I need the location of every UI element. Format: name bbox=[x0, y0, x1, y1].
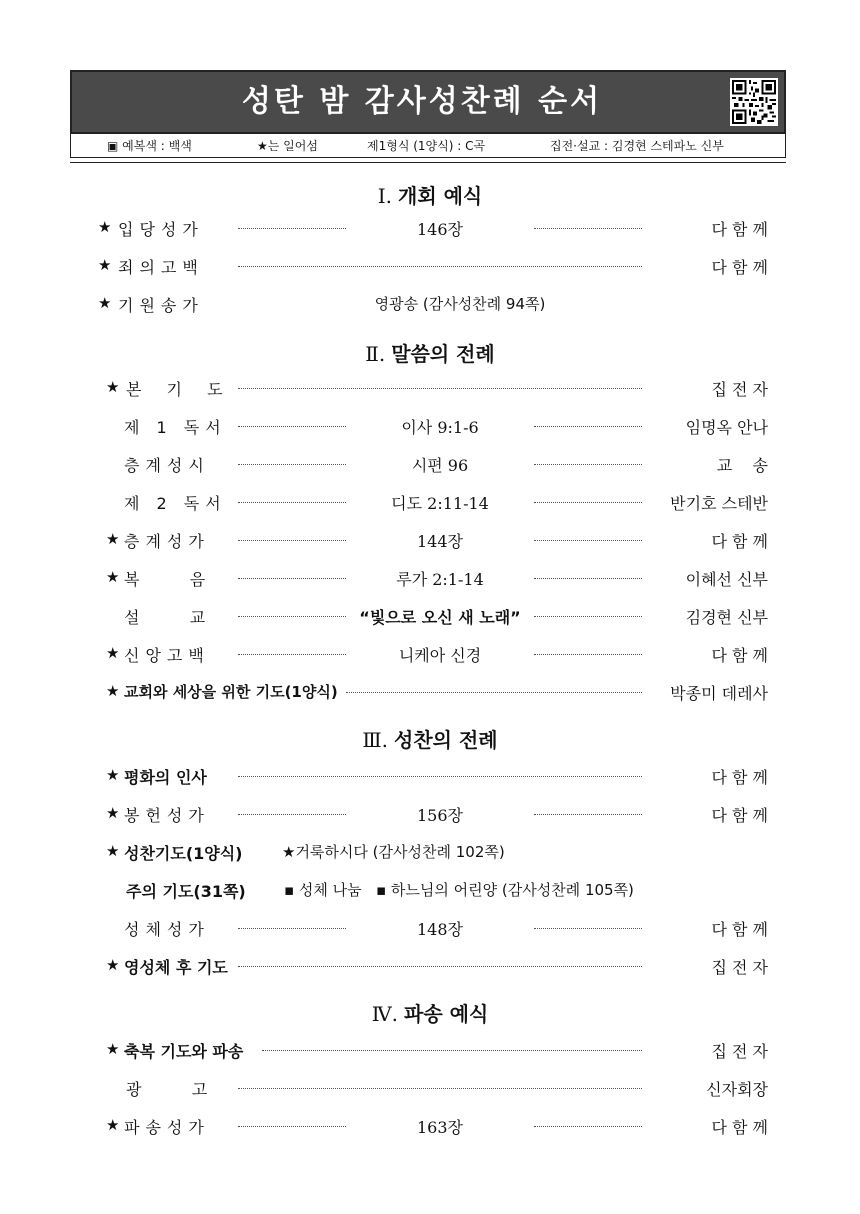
item-label: 복 음 bbox=[124, 570, 212, 589]
list-item bbox=[0, 1112, 860, 1142]
star-icon: ★ bbox=[106, 842, 120, 860]
item-performer: 다 함 께 bbox=[711, 806, 768, 825]
vestment-color: ▣ 예복색 : 백색 bbox=[107, 139, 192, 153]
dotted-leader bbox=[534, 464, 642, 465]
item-detail: 148장 bbox=[417, 920, 463, 939]
star-icon: ★ bbox=[106, 530, 120, 548]
item-performer: 이혜선 신부 bbox=[685, 570, 768, 589]
item-detail: ▪ 성체 나눔 ▪ 하느님의 어린양 (감사성찬례 105쪽) bbox=[284, 881, 634, 899]
dotted-leader bbox=[238, 616, 346, 617]
item-label: 기원송가 bbox=[118, 296, 204, 315]
item-performer: 김경현 신부 bbox=[685, 608, 768, 627]
dotted-leader bbox=[534, 616, 642, 617]
section-title: 말씀의 전례 bbox=[391, 342, 495, 366]
list-item bbox=[0, 450, 860, 480]
section-number: Ⅲ. bbox=[362, 728, 389, 752]
item-label: 죄의고백 bbox=[118, 258, 204, 277]
info-bar bbox=[70, 134, 786, 158]
header-divider bbox=[70, 162, 786, 163]
item-detail: 163장 bbox=[417, 1118, 463, 1137]
dotted-leader bbox=[238, 266, 642, 267]
section-heading-opening bbox=[0, 180, 860, 209]
list-item bbox=[0, 914, 860, 944]
dotted-leader bbox=[534, 928, 642, 929]
item-label: 성찬기도(1양식) bbox=[124, 844, 243, 863]
dotted-leader bbox=[238, 502, 346, 503]
item-detail: 156장 bbox=[417, 806, 463, 825]
dotted-leader bbox=[238, 654, 346, 655]
item-label: 층계성시 bbox=[124, 456, 210, 475]
item-detail: 146장 bbox=[417, 220, 463, 239]
dotted-leader bbox=[534, 578, 642, 579]
section-number: Ⅱ. bbox=[365, 342, 386, 366]
star-icon: ★ bbox=[98, 294, 112, 312]
section-heading-eucharist bbox=[0, 724, 860, 753]
dotted-leader bbox=[238, 1126, 346, 1127]
dotted-leader bbox=[238, 1088, 642, 1089]
dotted-leader bbox=[534, 502, 642, 503]
item-performer: 교 송 bbox=[716, 456, 768, 475]
item-detail: 디도 2:11-14 bbox=[391, 494, 489, 513]
item-label: 파송성가 bbox=[124, 1118, 210, 1137]
dotted-leader bbox=[238, 540, 346, 541]
item-performer: 다 함 께 bbox=[711, 646, 768, 665]
item-detail: 니케아 신경 bbox=[398, 646, 482, 665]
item-label: 설 교 bbox=[124, 608, 212, 627]
dotted-leader bbox=[238, 776, 642, 777]
star-icon: ★ bbox=[106, 956, 120, 974]
list-item bbox=[0, 488, 860, 518]
item-detail: 이사 9:1-6 bbox=[401, 418, 479, 437]
dotted-leader bbox=[238, 578, 346, 579]
item-performer: 임명옥 안나 bbox=[685, 418, 768, 437]
item-performer: 다 함 께 bbox=[711, 220, 768, 239]
item-detail: 시편 96 bbox=[411, 456, 469, 475]
list-item bbox=[0, 1036, 860, 1066]
item-label: 교회와 세상을 위한 기도(1양식) bbox=[124, 683, 338, 701]
item-label: 신앙고백 bbox=[124, 646, 210, 665]
star-icon: ★ bbox=[106, 378, 120, 396]
item-performer: 집 전 자 bbox=[711, 958, 768, 977]
item-performer: 집 전 자 bbox=[711, 1042, 768, 1061]
liturgy-form: 제1형식 (1양식) : C곡 bbox=[367, 139, 486, 153]
item-label: 광 고 bbox=[126, 1080, 214, 1099]
list-item bbox=[0, 800, 860, 830]
list-item bbox=[0, 762, 860, 792]
item-label: 평화의 인사 bbox=[124, 768, 207, 787]
item-detail: 144장 bbox=[417, 532, 463, 551]
item-label: 층계성가 bbox=[124, 532, 210, 551]
section-heading-dismissal bbox=[0, 998, 860, 1027]
section-number: Ⅳ. bbox=[371, 1002, 399, 1026]
dotted-leader bbox=[534, 228, 642, 229]
item-performer: 신자회장 bbox=[706, 1080, 768, 1099]
dotted-leader bbox=[238, 966, 642, 967]
item-label: 입당성가 bbox=[118, 220, 204, 239]
item-performer: 집 전 자 bbox=[711, 380, 768, 399]
list-item bbox=[0, 602, 860, 632]
dotted-leader bbox=[238, 464, 346, 465]
star-icon: ★ bbox=[106, 682, 120, 700]
star-icon: ★ bbox=[106, 644, 120, 662]
star-icon: ★ bbox=[106, 1116, 120, 1134]
list-item bbox=[0, 1074, 860, 1104]
star-icon: ★ bbox=[98, 218, 112, 236]
item-label: 영성체 후 기도 bbox=[124, 958, 228, 977]
section-title: 개회 예식 bbox=[398, 184, 483, 208]
list-item bbox=[0, 290, 860, 320]
item-label: 본 기 도 bbox=[126, 380, 233, 399]
list-item bbox=[0, 640, 860, 670]
header-banner bbox=[70, 70, 786, 134]
dotted-leader bbox=[238, 228, 346, 229]
item-label: 주의 기도(31쪽) bbox=[126, 882, 246, 901]
item-detail: 루가 2:1-14 bbox=[396, 570, 484, 589]
star-icon: ★ bbox=[106, 766, 120, 784]
list-item bbox=[0, 564, 860, 594]
item-label: 제 2 독서 bbox=[124, 494, 227, 513]
item-detail: 영광송 (감사성찬례 94쪽) bbox=[374, 295, 546, 313]
page-title: 성탄 밤 감사성찬례 순서 bbox=[241, 84, 603, 119]
dotted-leader bbox=[534, 654, 642, 655]
dotted-leader bbox=[238, 426, 346, 427]
star-icon: ★ bbox=[106, 568, 120, 586]
section-heading-word bbox=[0, 338, 860, 367]
star-icon: ★ bbox=[106, 804, 120, 822]
list-item bbox=[0, 526, 860, 556]
qr-code-icon[interactable] bbox=[730, 78, 778, 126]
dotted-leader bbox=[534, 814, 642, 815]
section-title: 성찬의 전례 bbox=[394, 728, 498, 752]
star-icon: ★ bbox=[98, 256, 112, 274]
item-performer: 다 함 께 bbox=[711, 258, 768, 277]
list-item bbox=[0, 252, 860, 282]
dotted-leader bbox=[534, 540, 642, 541]
item-performer: 박종미 데레사 bbox=[670, 684, 768, 703]
item-label: 축복 기도와 파송 bbox=[124, 1042, 244, 1061]
dotted-leader bbox=[534, 1126, 642, 1127]
list-item bbox=[0, 678, 860, 708]
dotted-leader bbox=[238, 388, 642, 389]
sermon-title: “빛으로 오신 새 노래” bbox=[359, 608, 521, 627]
list-item bbox=[0, 412, 860, 442]
list-item bbox=[0, 374, 860, 404]
item-performer: 다 함 께 bbox=[711, 532, 768, 551]
dotted-leader bbox=[238, 928, 346, 929]
section-number: Ⅰ. bbox=[377, 184, 392, 208]
list-item bbox=[0, 952, 860, 982]
standing-note: ★는 일어섬 bbox=[257, 139, 318, 153]
item-performer: 반기호 스테반 bbox=[670, 494, 768, 513]
dotted-leader bbox=[262, 1050, 642, 1051]
section-title: 파송 예식 bbox=[404, 1002, 489, 1026]
item-label: 제 1 독서 bbox=[124, 418, 227, 437]
celebrant-info: 집전·설교 : 김경현 스테파노 신부 bbox=[550, 139, 724, 153]
list-item bbox=[0, 214, 860, 244]
item-performer: 다 함 께 bbox=[711, 768, 768, 787]
star-icon: ★ bbox=[106, 1040, 120, 1058]
dotted-leader bbox=[346, 692, 642, 693]
item-label: 성체성가 bbox=[124, 920, 210, 939]
dotted-leader bbox=[534, 426, 642, 427]
item-performer: 다 함 께 bbox=[711, 1118, 768, 1137]
item-performer: 다 함 께 bbox=[711, 920, 768, 939]
list-item bbox=[0, 838, 860, 868]
item-label: 봉헌성가 bbox=[124, 806, 210, 825]
item-detail: ★거룩하시다 (감사성찬례 102쪽) bbox=[282, 843, 505, 861]
dotted-leader bbox=[238, 814, 346, 815]
list-item bbox=[0, 876, 860, 906]
